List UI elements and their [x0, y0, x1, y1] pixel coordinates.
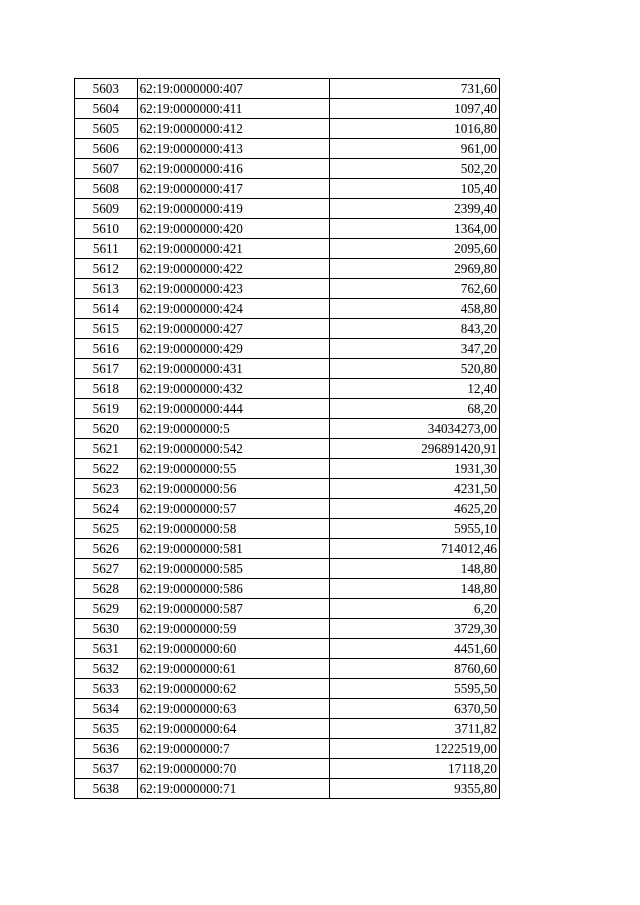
table-row — [75, 239, 500, 259]
row-number-cell: 5624 — [75, 499, 138, 519]
cadastral-number-cell: 62:19:0000000:412 — [137, 119, 330, 139]
row-number-cell: 5611 — [75, 239, 138, 259]
row-number-cell: 5618 — [75, 379, 138, 399]
table-row — [75, 379, 500, 399]
cadastral-value-cell: 4625,20 — [330, 499, 500, 519]
cadastral-number-cell: 62:19:0000000:407 — [137, 79, 330, 99]
cadastral-value-cell: 347,20 — [330, 339, 500, 359]
row-number-cell: 5607 — [75, 159, 138, 179]
cadastral-number-cell: 62:19:0000000:587 — [137, 599, 330, 619]
table-row — [75, 139, 500, 159]
cadastral-number-cell: 62:19:0000000:63 — [137, 699, 330, 719]
cadastral-value-cell: 12,40 — [330, 379, 500, 399]
cadastral-number-cell: 62:19:0000000:70 — [137, 759, 330, 779]
table-row — [75, 699, 500, 719]
cadastral-value-cell: 1364,00 — [330, 219, 500, 239]
row-number-cell: 5632 — [75, 659, 138, 679]
cadastral-value-cell: 520,80 — [330, 359, 500, 379]
cadastral-value-cell: 6370,50 — [330, 699, 500, 719]
row-number-cell: 5606 — [75, 139, 138, 159]
row-number-cell: 5612 — [75, 259, 138, 279]
table-row — [75, 199, 500, 219]
cadastral-number-cell: 62:19:0000000:429 — [137, 339, 330, 359]
table-row — [75, 79, 500, 99]
cadastral-value-cell: 1097,40 — [330, 99, 500, 119]
cadastral-number-cell: 62:19:0000000:444 — [137, 399, 330, 419]
cadastral-value-cell: 148,80 — [330, 559, 500, 579]
row-number-cell: 5638 — [75, 779, 138, 799]
cadastral-value-cell: 2399,40 — [330, 199, 500, 219]
cadastral-value-cell: 9355,80 — [330, 779, 500, 799]
row-number-cell: 5622 — [75, 459, 138, 479]
row-number-cell: 5610 — [75, 219, 138, 239]
table-row — [75, 639, 500, 659]
cadastral-number-cell: 62:19:0000000:416 — [137, 159, 330, 179]
cadastral-value-cell: 2969,80 — [330, 259, 500, 279]
table-row — [75, 619, 500, 639]
cadastral-number-cell: 62:19:0000000:64 — [137, 719, 330, 739]
row-number-cell: 5630 — [75, 619, 138, 639]
cadastral-value-table — [74, 78, 500, 799]
row-number-cell: 5616 — [75, 339, 138, 359]
cadastral-number-cell: 62:19:0000000:422 — [137, 259, 330, 279]
table-row — [75, 419, 500, 439]
row-number-cell: 5608 — [75, 179, 138, 199]
row-number-cell: 5609 — [75, 199, 138, 219]
row-number-cell: 5634 — [75, 699, 138, 719]
cadastral-value-cell: 731,60 — [330, 79, 500, 99]
cadastral-number-cell: 62:19:0000000:585 — [137, 559, 330, 579]
cadastral-number-cell: 62:19:0000000:7 — [137, 739, 330, 759]
table-row — [75, 319, 500, 339]
table-body — [75, 79, 500, 799]
table-row — [75, 299, 500, 319]
cadastral-number-cell: 62:19:0000000:57 — [137, 499, 330, 519]
cadastral-value-cell: 5595,50 — [330, 679, 500, 699]
cadastral-number-cell: 62:19:0000000:586 — [137, 579, 330, 599]
row-number-cell: 5628 — [75, 579, 138, 599]
table-row — [75, 339, 500, 359]
row-number-cell: 5625 — [75, 519, 138, 539]
row-number-cell: 5623 — [75, 479, 138, 499]
table-row — [75, 279, 500, 299]
table-row — [75, 519, 500, 539]
row-number-cell: 5613 — [75, 279, 138, 299]
table-row — [75, 599, 500, 619]
cadastral-number-cell: 62:19:0000000:61 — [137, 659, 330, 679]
row-number-cell: 5631 — [75, 639, 138, 659]
table-row — [75, 679, 500, 699]
cadastral-value-cell: 296891420,91 — [330, 439, 500, 459]
cadastral-number-cell: 62:19:0000000:62 — [137, 679, 330, 699]
row-number-cell: 5629 — [75, 599, 138, 619]
cadastral-number-cell: 62:19:0000000:411 — [137, 99, 330, 119]
table-row — [75, 779, 500, 799]
cadastral-number-cell: 62:19:0000000:59 — [137, 619, 330, 639]
cadastral-number-cell: 62:19:0000000:423 — [137, 279, 330, 299]
cadastral-value-cell: 68,20 — [330, 399, 500, 419]
row-number-cell: 5627 — [75, 559, 138, 579]
cadastral-number-cell: 62:19:0000000:432 — [137, 379, 330, 399]
table-row — [75, 399, 500, 419]
row-number-cell: 5635 — [75, 719, 138, 739]
cadastral-number-cell: 62:19:0000000:431 — [137, 359, 330, 379]
row-number-cell: 5604 — [75, 99, 138, 119]
row-number-cell: 5619 — [75, 399, 138, 419]
cadastral-value-cell: 34034273,00 — [330, 419, 500, 439]
cadastral-value-cell: 714012,46 — [330, 539, 500, 559]
row-number-cell: 5615 — [75, 319, 138, 339]
cadastral-value-cell: 4231,50 — [330, 479, 500, 499]
row-number-cell: 5605 — [75, 119, 138, 139]
cadastral-value-cell: 148,80 — [330, 579, 500, 599]
cadastral-number-cell: 62:19:0000000:413 — [137, 139, 330, 159]
row-number-cell: 5633 — [75, 679, 138, 699]
row-number-cell: 5614 — [75, 299, 138, 319]
cadastral-number-cell: 62:19:0000000:60 — [137, 639, 330, 659]
row-number-cell: 5620 — [75, 419, 138, 439]
cadastral-number-cell: 62:19:0000000:417 — [137, 179, 330, 199]
table-row — [75, 539, 500, 559]
cadastral-value-cell: 502,20 — [330, 159, 500, 179]
table-row — [75, 579, 500, 599]
cadastral-value-cell: 1222519,00 — [330, 739, 500, 759]
cadastral-value-cell: 4451,60 — [330, 639, 500, 659]
cadastral-number-cell: 62:19:0000000:420 — [137, 219, 330, 239]
table-row — [75, 259, 500, 279]
row-number-cell: 5637 — [75, 759, 138, 779]
table-row — [75, 179, 500, 199]
table-row — [75, 219, 500, 239]
table-row — [75, 759, 500, 779]
table-row — [75, 359, 500, 379]
cadastral-value-cell: 458,80 — [330, 299, 500, 319]
row-number-cell: 5626 — [75, 539, 138, 559]
row-number-cell: 5636 — [75, 739, 138, 759]
cadastral-value-cell: 762,60 — [330, 279, 500, 299]
table-row — [75, 459, 500, 479]
cadastral-value-cell: 6,20 — [330, 599, 500, 619]
cadastral-value-cell: 3711,82 — [330, 719, 500, 739]
cadastral-value-cell: 3729,30 — [330, 619, 500, 639]
cadastral-value-cell: 5955,10 — [330, 519, 500, 539]
cadastral-number-cell: 62:19:0000000:71 — [137, 779, 330, 799]
cadastral-number-cell: 62:19:0000000:581 — [137, 539, 330, 559]
cadastral-value-cell: 2095,60 — [330, 239, 500, 259]
cadastral-number-cell: 62:19:0000000:56 — [137, 479, 330, 499]
table-row — [75, 499, 500, 519]
cadastral-number-cell: 62:19:0000000:55 — [137, 459, 330, 479]
cadastral-number-cell: 62:19:0000000:542 — [137, 439, 330, 459]
row-number-cell: 5617 — [75, 359, 138, 379]
cadastral-number-cell: 62:19:0000000:58 — [137, 519, 330, 539]
cadastral-number-cell: 62:19:0000000:427 — [137, 319, 330, 339]
table-row — [75, 479, 500, 499]
cadastral-value-cell: 961,00 — [330, 139, 500, 159]
cadastral-value-cell: 17118,20 — [330, 759, 500, 779]
table-row — [75, 99, 500, 119]
table-row — [75, 559, 500, 579]
cadastral-value-cell: 1016,80 — [330, 119, 500, 139]
table-row — [75, 159, 500, 179]
table-row — [75, 659, 500, 679]
cadastral-number-cell: 62:19:0000000:421 — [137, 239, 330, 259]
table-row — [75, 719, 500, 739]
table-row — [75, 439, 500, 459]
table-row — [75, 739, 500, 759]
cadastral-value-cell: 843,20 — [330, 319, 500, 339]
cadastral-value-cell: 8760,60 — [330, 659, 500, 679]
cadastral-value-cell: 1931,30 — [330, 459, 500, 479]
table-row — [75, 119, 500, 139]
cadastral-value-cell: 105,40 — [330, 179, 500, 199]
row-number-cell: 5603 — [75, 79, 138, 99]
cadastral-number-cell: 62:19:0000000:5 — [137, 419, 330, 439]
row-number-cell: 5621 — [75, 439, 138, 459]
cadastral-number-cell: 62:19:0000000:424 — [137, 299, 330, 319]
cadastral-number-cell: 62:19:0000000:419 — [137, 199, 330, 219]
